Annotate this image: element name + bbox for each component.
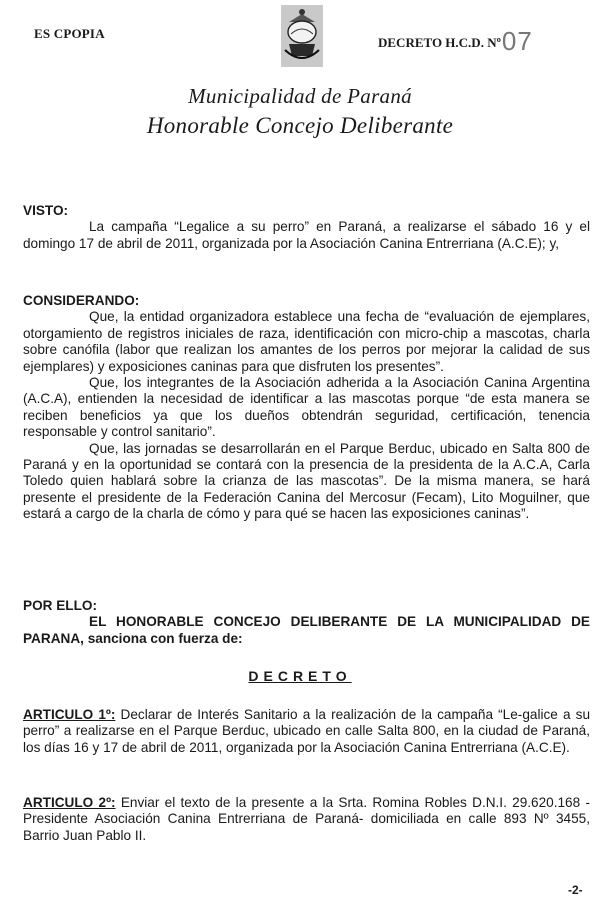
por-ello-heading: POR ELLO:	[23, 598, 98, 613]
copy-label: ES CPOPIA	[34, 26, 105, 41]
coat-of-arms-seal	[279, 4, 325, 70]
article-2	[23, 795, 590, 844]
municipality-title: Municipalidad de Paraná	[188, 84, 412, 108]
article-2-label: ARTICULO 2º:	[23, 795, 116, 810]
article-1-label: ARTICULO 1º:	[23, 707, 116, 722]
decree-number: 07	[501, 26, 533, 56]
article-1	[23, 707, 590, 756]
page-number: -2-	[568, 883, 583, 897]
considerando-paragraph-2: Que, los integrantes de la Asociación adherida a la Asociación Canina Argentina (A.C.A), entienden la necesidad de identificar a las mascotas porque “de esta manera se reciben beneficios ya que los dueños obtendrán seguridad, certificación, tenencia responsable y control sanitario”.	[23, 375, 590, 440]
decreto-title: DECRETO	[248, 668, 352, 684]
visto-text: La campaña “Legalice a su perro” en Paraná, a realizarse el sábado 16 y el domingo 17 de abril de 2011, organizada por la Asociación Canina Entrerriana (A.C.E); y,	[23, 219, 590, 251]
por-ello-section	[23, 598, 590, 647]
decree-label: DECRETO H.C.D. Nº	[378, 35, 501, 50]
decree-header	[378, 26, 533, 57]
considerando-heading: CONSIDERANDO:	[23, 293, 140, 308]
considerando-paragraph-3: Que, las jornadas se desarrollarán en el Parque Berduc, ubicado en Salta 800 de Paraná y en la oportunidad se contará con la presencia de la presidenta de la A.C.A, Carla Toledo quien hablará sobre la crianza de las mascotas”. De la misma manera, se hará presente el presidente de la Federación Canina del Mercosur (Fecam), Lito Moguilner, que estará a cargo de la charla de cómo y para qué se hacen las exposiciones caninas”.	[23, 440, 590, 522]
visto-heading: VISTO:	[23, 203, 69, 218]
article-2-text: Enviar el texto de la presente a la Srta. Romina Robles D.N.I. 29.620.168 -Presidente Asociación Canina Entrerriana de Paraná- domiciliada en calle 893 Nº 3455, Barrio Juan Pablo II.	[23, 795, 590, 843]
considerando-paragraph-1: Que, la entidad organizadora establece una fecha de “evaluación de ejemplares, otorgamiento de registros iniciales de raza, identificación con micro-chip a mascotas, charla sobre canófila (labor que realizan los amantes de los perros por mejorar la calidad de sus ejemplares) y exposiciones caninas para que disfruten los presentes”.	[23, 309, 590, 374]
considerando-section	[23, 293, 590, 523]
por-ello-text: EL HONORABLE CONCEJO DELIBERANTE DE LA MUNICIPALIDAD DE PARANA, sanciona con fuerza de:	[23, 614, 590, 646]
article-1-text: Declarar de Interés Sanitario a la realización de la campaña “Le-galice a su perro” a realizarse en el Parque Berduc, ubicado en calle Salta 800, en la ciudad de Paraná, los días 16 y 17 de abril de 2011, organizada por la Asociación Canina Entrerriana (A.C.E).	[23, 707, 591, 755]
council-title: Honorable Concejo Deliberante	[146, 113, 454, 138]
visto-section	[23, 203, 590, 252]
